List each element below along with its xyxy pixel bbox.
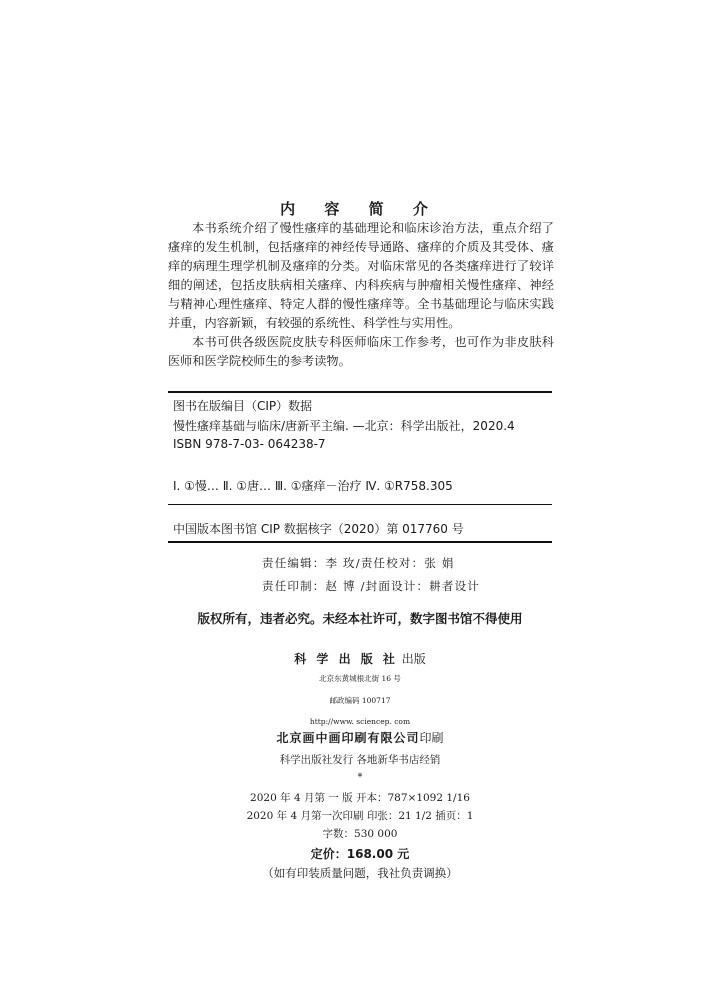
publisher-name: 科 学 出 版 社: [294, 652, 398, 666]
editor-credits: 责任编辑：李 玫/责任校对：张 娟: [262, 556, 455, 570]
production-credits: 责任印制：赵 博 /封面设计：耕者设计: [262, 579, 480, 593]
cip-isbn: ISBN 978-7-03- 064238-7: [173, 437, 326, 451]
imprint-price: [0, 845, 720, 862]
imprint-note: （如有印装质量问题，我社负责调换）: [262, 866, 458, 880]
cip-bottom-rule: [168, 541, 552, 543]
cip-classification: Ⅰ. ①慢… Ⅱ. ①唐… Ⅲ. ①瘙痒－治疗 Ⅳ. ①R758.305: [173, 479, 453, 493]
cip-verification: 中国版本图书馆 CIP 数据核字（2020）第 017760 号: [173, 522, 464, 536]
publisher-line: [0, 650, 720, 667]
separator-star: *: [357, 772, 363, 783]
printer-line: [0, 729, 720, 746]
distribution-line: 科学出版社发行 各地新华书店经销: [279, 754, 441, 766]
cip-middle-rule: [168, 504, 552, 505]
printer-action: 印刷: [419, 731, 444, 745]
cip-heading: 图书在版编目（CIP）数据: [173, 399, 313, 413]
publisher-postcode: 邮政编码 100717: [329, 696, 391, 705]
publisher-website: http://www. sciencep. com: [309, 717, 411, 726]
summary-paragraph: 本书可供各级医院皮肤专科医师临床工作参考，也可作为非皮肤科医师和医学院校师生的参考读物。: [168, 335, 554, 368]
copyright-notice: 版权所有，违者必究。未经本社许可，数字图书馆不得使用: [197, 611, 523, 626]
publisher-address: 北京东黄城根北街 16 号: [319, 674, 401, 683]
imprint-word-count: 字数：530 000: [322, 828, 398, 840]
price-value: 定价：168.00 元: [310, 847, 410, 861]
imprint-edition: 2020 年 4 月第 一 版 开本：787×1092 1/16: [250, 792, 470, 804]
cip-top-rule: [168, 391, 552, 393]
cip-citation: 慢性瘙痒基础与临床/唐新平主编. —北京：科学出版社，2020.4: [173, 419, 515, 433]
imprint-printing: 2020 年 4 月第一次印刷 印张：21 1/2 插页：1: [246, 810, 474, 822]
summary-paragraph: 本书系统介绍了慢性瘙痒的基础理论和临床诊治方法，重点介绍了瘙痒的发生机制，包括瘙痒的神经传导通路、瘙痒的介质及其受体、瘙痒的病理生理学机制及瘙痒的分类。对临床常见的各类瘙痒进行了较详细的阐述，包括皮肤病相关瘙痒、内科疾病与肿瘤相关慢性瘙痒、神经与精神心理性瘙痒、特定人群的慢性瘙痒等。全书基础理论与临床实践并重，内容新颖，有较强的系统性、科学性与实用性。: [168, 221, 554, 330]
summary-title: 内 容 简 介: [280, 200, 440, 218]
printer-name: 北京画中画印刷有限公司: [276, 731, 420, 745]
publisher-action: 出版: [401, 652, 426, 666]
